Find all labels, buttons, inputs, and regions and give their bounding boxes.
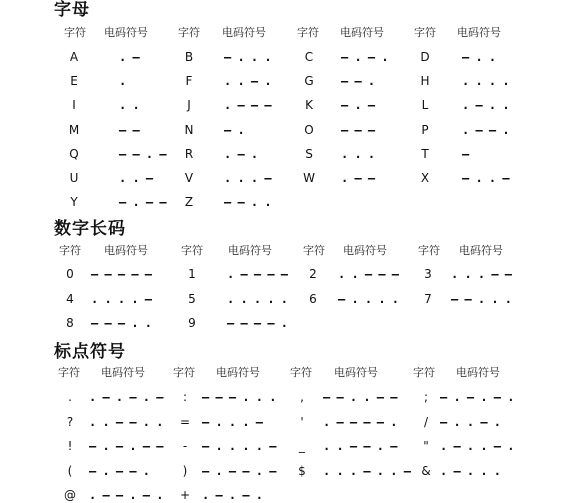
header-char: 字符 [303, 244, 325, 257]
char-cell: 9 [188, 316, 196, 330]
morse-code-cell: . . . — . . — [323, 463, 411, 478]
char-cell: ? [66, 414, 74, 429]
char-cell: ) [182, 463, 188, 478]
char-cell: 6 [309, 291, 317, 306]
morse-code-cell: . — . . [462, 98, 510, 113]
morse-code-cell: . — . . — . [440, 439, 514, 453]
header-char: 字符 [413, 366, 435, 379]
header-code: 电码符号 [216, 366, 260, 379]
morse-code-cell: . . . . — [91, 291, 152, 306]
header-code: 电码符号 [334, 366, 378, 379]
morse-code-cell: — — . [341, 74, 375, 89]
morse-code-cell: . — — — [224, 98, 272, 113]
header-code: 电码符号 [343, 244, 387, 257]
char-cell: K [305, 98, 313, 113]
char-cell: , [300, 390, 304, 404]
char-cell: D [420, 50, 430, 64]
morse-code-cell: . — — . [462, 122, 510, 137]
morse-code-cell: — — . . [224, 195, 272, 210]
morse-code-cell: — [462, 146, 469, 161]
header-code: 电码符号 [456, 366, 500, 379]
header-char: 字符 [418, 244, 440, 257]
char-cell: I [72, 98, 76, 113]
morse-code-cell: . — — . — . [89, 488, 163, 502]
char-cell: $ [298, 463, 306, 478]
char-cell: ' [300, 414, 304, 429]
char-cell: & [421, 463, 431, 478]
char-cell: B [184, 50, 194, 64]
char-cell: / [423, 414, 429, 429]
char-cell: . [68, 390, 72, 404]
header-code: 电码符号 [457, 26, 501, 39]
morse-code-cell: . — — — — [227, 267, 288, 281]
char-cell: J [187, 98, 191, 113]
header-code: 电码符号 [101, 366, 145, 379]
morse-code-cell: . [119, 74, 126, 89]
char-cell: Y [70, 195, 78, 210]
header-char: 字符 [178, 26, 200, 39]
char-cell: A [69, 50, 79, 64]
morse-code-cell: . — . — . — [89, 390, 163, 404]
char-cell: R [184, 146, 194, 161]
morse-code-cell: — — — [341, 122, 375, 137]
char-cell: 1 [188, 267, 196, 281]
char-cell: M [68, 122, 80, 137]
char-cell: O [304, 122, 314, 137]
char-cell: - [182, 439, 188, 453]
header-code: 电码符号 [228, 244, 272, 257]
char-cell: L [421, 98, 429, 113]
morse-code-cell: — . — [341, 98, 375, 113]
char-cell: ( [67, 463, 73, 478]
header-char: 字符 [173, 366, 195, 379]
header-char: 字符 [58, 366, 80, 379]
morse-code-cell: . . . — [224, 171, 272, 185]
char-cell: ; [423, 390, 429, 404]
morse-code-cell: — . . — . [440, 414, 501, 429]
morse-code-cell: — . . . [224, 50, 272, 64]
morse-code-cell: — — — — . [227, 316, 288, 330]
section-title: 字母 [54, 0, 90, 20]
char-cell: : [182, 390, 188, 404]
char-cell: C [304, 50, 314, 64]
section-title: 标点符号 [54, 342, 126, 362]
morse-code-cell: — — — . . [91, 316, 152, 330]
morse-code-cell: . . — . [224, 74, 272, 89]
header-code: 电码符号 [104, 244, 148, 257]
morse-code-cell: . . . — — [451, 267, 512, 281]
char-cell: S [305, 146, 313, 161]
morse-code-cell: — — — . . . [202, 390, 276, 404]
morse-code-cell: . . — — . . [89, 414, 163, 429]
char-cell: + [179, 488, 191, 502]
char-cell: 7 [424, 291, 432, 306]
morse-code-cell: — — . — [119, 146, 167, 161]
morse-code-cell: — . — — . — [202, 463, 276, 478]
morse-code-cell: — . — — [119, 195, 167, 210]
morse-code-cell: — . . . . [338, 291, 399, 306]
char-cell: " [423, 439, 429, 453]
char-cell: F [185, 74, 193, 89]
char-cell: N [184, 122, 194, 137]
morse-code-cell: — — [119, 122, 140, 137]
header-code: 电码符号 [459, 244, 503, 257]
char-cell: Q [69, 146, 79, 161]
morse-code-cell: — — . . . [451, 291, 512, 306]
morse-code-cell: — . — . — — [89, 439, 163, 453]
char-cell: = [179, 414, 191, 429]
morse-code-cell: — — — — — [91, 267, 152, 281]
morse-code-cell: . . — [119, 171, 153, 185]
morse-code-cell: . — . [224, 146, 258, 161]
morse-code-cell: . — [119, 50, 140, 64]
header-char: 字符 [290, 366, 312, 379]
morse-code-cell: — . [224, 122, 245, 137]
morse-code-cell: — — . . — — [323, 390, 397, 404]
char-cell: G [304, 74, 314, 89]
char-cell: 8 [66, 316, 74, 330]
char-cell: 2 [309, 267, 317, 281]
char-cell: Z [184, 195, 194, 210]
char-cell: X [420, 171, 430, 185]
header-code: 电码符号 [104, 26, 148, 39]
section-title: 数字长码 [54, 219, 126, 239]
char-cell: ! [67, 439, 73, 453]
char-cell: 5 [188, 291, 196, 306]
morse-code-cell: . . . [341, 146, 375, 161]
char-cell: W [303, 171, 315, 185]
header-char: 字符 [59, 244, 81, 257]
morse-code-cell: — . — . — . [440, 390, 514, 404]
header-char: 字符 [64, 26, 86, 39]
char-cell: 0 [66, 267, 74, 281]
char-cell: V [184, 171, 194, 185]
morse-code-cell: . — . . . [440, 463, 501, 478]
morse-code-cell: — . — — . [89, 463, 150, 478]
char-cell: 4 [66, 291, 74, 306]
char-cell: 3 [424, 267, 432, 281]
header-code: 电码符号 [340, 26, 384, 39]
morse-code-cell: — . . . . — [202, 439, 276, 453]
morse-code-cell: . — . — . [202, 488, 263, 502]
morse-code-cell: . . . . [462, 74, 510, 89]
morse-code-cell: — . — . [341, 50, 389, 64]
morse-code-cell: . . — — — [338, 267, 399, 281]
char-cell: H [420, 74, 430, 89]
header-code: 电码符号 [222, 26, 266, 39]
char-cell: _ [299, 439, 305, 453]
char-cell: @ [64, 488, 76, 502]
morse-code-cell: — . . [462, 50, 496, 64]
morse-code-cell: . . [119, 98, 140, 113]
char-cell: E [70, 74, 78, 89]
morse-code-cell: . — — [341, 171, 375, 185]
morse-code-cell: — . . . — [202, 414, 263, 429]
header-char: 字符 [297, 26, 319, 39]
header-char: 字符 [181, 244, 203, 257]
morse-code-cell: . . — — . — [323, 439, 397, 453]
header-char: 字符 [414, 26, 436, 39]
char-cell: U [69, 171, 79, 185]
char-cell: P [421, 122, 429, 137]
morse-code-cell: — . . — [462, 171, 510, 185]
char-cell: T [421, 146, 429, 161]
morse-code-cell: . . . . . [227, 291, 288, 306]
morse-code-cell: . — — — — . [323, 414, 397, 429]
